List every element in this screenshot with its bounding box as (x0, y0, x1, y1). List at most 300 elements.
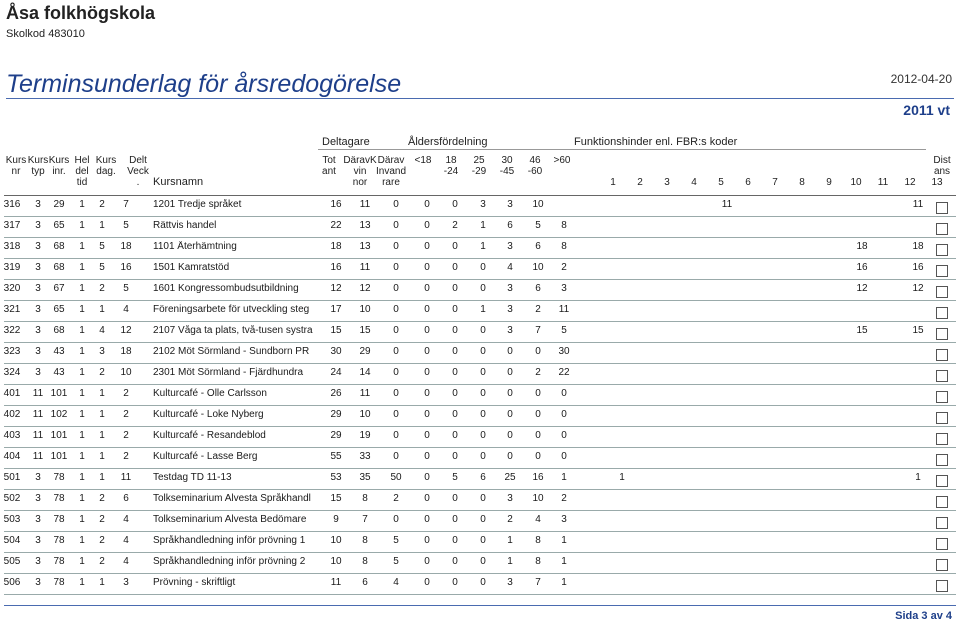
cell-a1: 0 (424, 241, 430, 252)
cell-a6: 0 (561, 451, 567, 462)
cell-kv: 29 (359, 346, 371, 357)
table-row (4, 343, 956, 364)
cell-typ: 11 (32, 430, 44, 441)
cell-veck: 2 (123, 451, 129, 462)
cell-inv: 4 (393, 577, 399, 588)
cell-a6: 8 (561, 241, 567, 252)
table-row (4, 574, 956, 595)
col-daravinv (374, 155, 408, 188)
cell-dag: 1 (99, 472, 105, 483)
cell-inv: 0 (393, 514, 399, 525)
cell-kv: 11 (359, 199, 371, 210)
col-heldel-line: del (75, 166, 89, 177)
cell-kursnamn: Prövning - skriftligt (153, 577, 236, 588)
cell-tot: 29 (330, 409, 342, 420)
cell-a3: 0 (480, 535, 486, 546)
cell-tot: 16 (330, 199, 342, 210)
col-fbr-9: 9 (826, 177, 832, 188)
row-checkbox[interactable] (936, 538, 948, 550)
cell-nr: 503 (3, 514, 21, 525)
cell-nr: 321 (3, 304, 21, 315)
row-checkbox[interactable] (936, 349, 948, 361)
cell-a4: 0 (507, 451, 513, 462)
group-alders-line (406, 149, 570, 150)
col-age-18-24 (440, 155, 462, 177)
cell-a3: 1 (480, 220, 486, 231)
col-fbr-1: 1 (610, 177, 616, 188)
cell-a4: 4 (507, 262, 513, 273)
cell-kv: 8 (362, 493, 368, 504)
col-age-18-24-line: -24 (443, 166, 459, 177)
col-age-25-29 (468, 155, 490, 177)
row-checkbox[interactable] (936, 244, 948, 256)
cell-inv: 0 (393, 409, 399, 420)
cell-dag: 1 (99, 577, 105, 588)
col-daravinv-line: Invand (375, 166, 407, 177)
cell-tot: 22 (330, 220, 342, 231)
cell-a3: 0 (480, 283, 486, 294)
cell-inv: 50 (390, 472, 402, 483)
cell-hel: 1 (79, 451, 85, 462)
cell-veck: 12 (120, 325, 132, 336)
cell-dag: 2 (99, 535, 105, 546)
cell-typ: 3 (35, 493, 41, 504)
row-checkbox[interactable] (936, 496, 948, 508)
cell-a3: 0 (480, 493, 486, 504)
cell-a1: 0 (424, 220, 430, 231)
cell-kursnamn: Kulturcafé - Resandeblod (153, 430, 266, 441)
col-kursnamn: Kursnamn (153, 176, 204, 188)
cell-inv: 0 (393, 304, 399, 315)
cell-hel: 1 (79, 346, 85, 357)
cell-a3: 0 (480, 514, 486, 525)
col-age-under18 (412, 155, 434, 166)
cell-kursnamn: Kulturcafé - Olle Carlsson (153, 388, 267, 399)
cell-a5: 16 (532, 472, 544, 483)
col-fbr-11: 11 (877, 177, 889, 188)
cell-a2: 0 (452, 514, 458, 525)
col-age-18-24-line: 18 (445, 155, 457, 166)
group-deltagare-line (318, 149, 406, 150)
cell-kv: 13 (359, 241, 371, 252)
cell-a6: 1 (561, 472, 567, 483)
cell-a6: 3 (561, 283, 567, 294)
cell-a4: 3 (507, 241, 513, 252)
cell-a5: 2 (535, 367, 541, 378)
school-name: Åsa folkhögskola (6, 3, 156, 23)
cell-dag: 3 (99, 346, 105, 357)
cell-a3: 0 (480, 451, 486, 462)
cell-a5: 6 (535, 283, 541, 294)
cell-f13: 12 (856, 283, 868, 294)
table-row (4, 280, 956, 301)
cell-typ: 3 (35, 577, 41, 588)
row-checkbox[interactable] (936, 370, 948, 382)
cell-a5: 4 (535, 514, 541, 525)
cell-kv: 15 (359, 325, 371, 336)
cell-typ: 3 (35, 220, 41, 231)
cell-a2: 5 (452, 472, 458, 483)
table-row (4, 301, 956, 322)
cell-dag: 2 (99, 556, 105, 567)
cell-a1: 0 (424, 409, 430, 420)
cell-a4: 2 (507, 514, 513, 525)
cell-dist: 18 (912, 241, 924, 252)
cell-a1: 0 (424, 283, 430, 294)
cell-a1: 0 (424, 577, 430, 588)
row-checkbox[interactable] (936, 475, 948, 487)
col-fbr-3: 3 (664, 177, 670, 188)
col-age-46-60-line: 46 (529, 155, 541, 166)
cell-tot: 9 (333, 514, 339, 525)
cell-typ: 3 (35, 199, 41, 210)
cell-a2: 0 (452, 262, 458, 273)
cell-a4: 3 (507, 199, 513, 210)
cell-a5: 10 (532, 493, 544, 504)
cell-typ: 3 (35, 283, 41, 294)
cell-inv: 0 (393, 262, 399, 273)
cell-veck: 2 (123, 430, 129, 441)
cell-inr: 65 (53, 304, 65, 315)
table-row (4, 427, 956, 448)
cell-inr: 101 (50, 451, 68, 462)
table-row (4, 322, 956, 343)
cell-typ: 3 (35, 325, 41, 336)
cell-a4: 3 (507, 304, 513, 315)
row-checkbox[interactable] (936, 307, 948, 319)
row-checkbox[interactable] (936, 454, 948, 466)
cell-veck: 11 (120, 472, 132, 483)
cell-nr: 404 (3, 451, 21, 462)
cell-typ: 3 (35, 346, 41, 357)
row-checkbox[interactable] (936, 391, 948, 403)
cell-dag: 5 (99, 241, 105, 252)
cell-a4: 3 (507, 577, 513, 588)
cell-a1: 0 (424, 493, 430, 504)
col-totant (317, 155, 341, 177)
cell-a6: 1 (561, 556, 567, 567)
cell-nr: 316 (3, 199, 21, 210)
row-checkbox[interactable] (936, 559, 948, 571)
cell-typ: 3 (35, 367, 41, 378)
cell-a3: 0 (480, 430, 486, 441)
col-age-46-60 (524, 155, 546, 177)
cell-a2: 0 (452, 199, 458, 210)
col-veck-line: . (136, 177, 140, 188)
cell-dag: 2 (99, 367, 105, 378)
col-heldel-line: Hel (74, 155, 90, 166)
cell-a4: 25 (504, 472, 516, 483)
cell-a3: 0 (480, 346, 486, 357)
cell-hel: 1 (79, 325, 85, 336)
cell-inr: 29 (53, 199, 65, 210)
cell-kursnamn: Föreningsarbete för utveckling steg (153, 304, 310, 315)
cell-dag: 1 (99, 451, 105, 462)
cell-hel: 1 (79, 241, 85, 252)
row-checkbox[interactable] (936, 286, 948, 298)
table-row (4, 469, 956, 490)
cell-a4: 3 (507, 283, 513, 294)
cell-kv: 14 (359, 367, 371, 378)
cell-inr: 67 (53, 283, 65, 294)
col-distans (930, 155, 954, 177)
cell-a3: 0 (480, 409, 486, 420)
cell-f13: 16 (856, 262, 868, 273)
table-row (4, 259, 956, 280)
cell-nr: 501 (3, 472, 21, 483)
cell-kursnamn: Tolkseminarium Alvesta Bedömare (153, 514, 307, 525)
footer-divider (4, 605, 956, 606)
cell-veck: 18 (120, 241, 132, 252)
cell-a5: 0 (535, 409, 541, 420)
col-daravinv-line: rare (382, 177, 400, 188)
cell-inr: 78 (53, 556, 65, 567)
col-kurstyp-line: Kurs (27, 155, 49, 166)
cell-inr: 68 (53, 262, 65, 273)
cell-a3: 0 (480, 325, 486, 336)
col-kursinr (47, 155, 71, 177)
cell-inv: 5 (393, 556, 399, 567)
cell-tot: 26 (330, 388, 342, 399)
cell-kursnamn: Språkhandledning inför prövning 1 (153, 535, 306, 546)
table-row (4, 238, 956, 259)
table-row (4, 532, 956, 553)
cell-kv: 8 (362, 556, 368, 567)
cell-veck: 4 (123, 535, 129, 546)
col-daravinv-line: Därav (377, 155, 405, 166)
cell-a3: 3 (480, 199, 486, 210)
cell-dag: 1 (99, 409, 105, 420)
cell-veck: 4 (123, 514, 129, 525)
row-checkbox[interactable] (936, 223, 948, 235)
cell-a1: 0 (424, 430, 430, 441)
cell-a2: 0 (452, 556, 458, 567)
cell-nr: 402 (3, 409, 21, 420)
col-kursnr-line: Kurs (5, 155, 27, 166)
cell-typ: 3 (35, 472, 41, 483)
cell-veck: 4 (123, 304, 129, 315)
cell-a6: 2 (561, 262, 567, 273)
row-checkbox[interactable] (936, 517, 948, 529)
cell-f12: 11 (721, 199, 733, 210)
col-totant-line: Tot (322, 155, 336, 166)
cell-a6: 1 (561, 535, 567, 546)
cell-veck: 10 (120, 367, 132, 378)
cell-nr: 403 (3, 430, 21, 441)
col-heldel (72, 155, 92, 188)
cell-kv: 10 (359, 409, 371, 420)
cell-a4: 1 (507, 535, 513, 546)
cell-veck: 2 (123, 388, 129, 399)
col-fbr-10: 10 (850, 177, 862, 188)
cell-a5: 0 (535, 388, 541, 399)
row-checkbox[interactable] (936, 328, 948, 340)
cell-inv: 0 (393, 220, 399, 231)
table-row (4, 511, 956, 532)
table-row (4, 406, 956, 427)
cell-tot: 10 (330, 535, 342, 546)
cell-typ: 3 (35, 241, 41, 252)
cell-kv: 13 (359, 220, 371, 231)
col-kursdag-line: dag. (96, 166, 116, 177)
cell-kv: 11 (359, 262, 371, 273)
row-checkbox[interactable] (936, 580, 948, 592)
cell-a3: 1 (480, 241, 486, 252)
cell-a2: 0 (452, 367, 458, 378)
col-kursdag (94, 155, 118, 177)
cell-a6: 2 (561, 493, 567, 504)
cell-hel: 1 (79, 535, 85, 546)
cell-veck: 5 (123, 283, 129, 294)
cell-a3: 0 (480, 577, 486, 588)
cell-kv: 12 (359, 283, 371, 294)
cell-hel: 1 (79, 493, 85, 504)
col-totant-line: ant (322, 166, 336, 177)
cell-a2: 0 (452, 409, 458, 420)
col-daravkvin-line: DäravK (343, 155, 377, 166)
col-age-25-29-line: 25 (473, 155, 485, 166)
cell-a4: 0 (507, 388, 513, 399)
table-row (4, 553, 956, 574)
cell-a5: 0 (535, 430, 541, 441)
cell-a1: 0 (424, 304, 430, 315)
cell-a5: 8 (535, 556, 541, 567)
row-checkbox[interactable] (936, 412, 948, 424)
cell-kursnamn: Tolkseminarium Alvesta Språkhandl (153, 493, 311, 504)
table-row (4, 448, 956, 469)
cell-veck: 7 (123, 199, 129, 210)
cell-a5: 0 (535, 346, 541, 357)
cell-dag: 2 (99, 514, 105, 525)
cell-dag: 1 (99, 430, 105, 441)
cell-hel: 1 (79, 577, 85, 588)
cell-inr: 101 (50, 430, 68, 441)
cell-inr: 101 (50, 388, 68, 399)
col-kursnr (4, 155, 28, 177)
cell-dist: 16 (912, 262, 924, 273)
cell-kursnamn: 2102 Möt Sörmland - Sundborn PR (153, 346, 310, 357)
cell-a6: 0 (561, 388, 567, 399)
cell-nr: 324 (3, 367, 21, 378)
cell-inv: 0 (393, 199, 399, 210)
cell-a3: 0 (480, 262, 486, 273)
col-fbr-8: 8 (799, 177, 805, 188)
table-row (4, 385, 956, 406)
cell-a1: 0 (424, 199, 430, 210)
title-divider (6, 98, 954, 99)
col-daravkvin-line: vin (353, 166, 367, 177)
cell-a1: 0 (424, 346, 430, 357)
table-row (4, 196, 956, 217)
school-code: Skolkod 483010 (6, 28, 85, 40)
table-row (4, 490, 956, 511)
cell-inr: 68 (53, 241, 65, 252)
report-date: 2012-04-20 (890, 72, 952, 86)
cell-a6: 0 (561, 409, 567, 420)
cell-a5: 8 (535, 535, 541, 546)
cell-a1: 0 (424, 514, 430, 525)
col-age-30-45-line: 30 (501, 155, 513, 166)
cell-dag: 2 (99, 283, 105, 294)
cell-a3: 0 (480, 388, 486, 399)
cell-nr: 317 (3, 220, 21, 231)
cell-hel: 1 (79, 262, 85, 273)
cell-a2: 0 (452, 430, 458, 441)
cell-tot: 17 (330, 304, 342, 315)
cell-kursnamn: 1201 Tredje språket (153, 199, 242, 210)
cell-a2: 0 (452, 577, 458, 588)
cell-kv: 33 (359, 451, 371, 462)
cell-kursnamn: 2107 Våga ta plats, två-tusen systra (153, 325, 313, 336)
row-checkbox[interactable] (936, 433, 948, 445)
cell-typ: 3 (35, 514, 41, 525)
cell-a1: 0 (424, 262, 430, 273)
cell-a1: 0 (424, 556, 430, 567)
cell-tot: 18 (330, 241, 342, 252)
cell-a2: 0 (452, 325, 458, 336)
cell-kursnamn: 1501 Kamratstöd (153, 262, 230, 273)
cell-f1: 1 (619, 472, 625, 483)
cell-veck: 16 (120, 262, 132, 273)
cell-a5: 2 (535, 304, 541, 315)
cell-hel: 1 (79, 220, 85, 231)
cell-a5: 7 (535, 325, 541, 336)
cell-typ: 11 (32, 409, 44, 420)
cell-tot: 30 (330, 346, 342, 357)
cell-typ: 3 (35, 262, 41, 273)
cell-a2: 0 (452, 304, 458, 315)
cell-veck: 18 (120, 346, 132, 357)
cell-dist: 1 (915, 472, 921, 483)
cell-kv: 11 (359, 388, 371, 399)
col-age-30-45-line: -45 (499, 166, 515, 177)
cell-hel: 1 (79, 472, 85, 483)
cell-inv: 0 (393, 283, 399, 294)
cell-a6: 3 (561, 514, 567, 525)
cell-tot: 10 (330, 556, 342, 567)
cell-inr: 43 (53, 346, 65, 357)
row-checkbox[interactable] (936, 265, 948, 277)
term-label: 2011 vt (903, 102, 950, 118)
cell-inv: 0 (393, 346, 399, 357)
cell-a3: 6 (480, 472, 486, 483)
cell-nr: 318 (3, 241, 21, 252)
cell-a1: 0 (424, 388, 430, 399)
col-age-over60 (551, 155, 573, 166)
cell-tot: 15 (330, 325, 342, 336)
cell-kursnamn: Rättvis handel (153, 220, 217, 231)
cell-typ: 11 (32, 388, 44, 399)
cell-veck: 5 (123, 220, 129, 231)
cell-a6: 8 (561, 220, 567, 231)
cell-a5: 5 (535, 220, 541, 231)
group-funktion: Funktionshinder enl. FBR:s koder (574, 136, 738, 148)
cell-nr: 322 (3, 325, 21, 336)
cell-inv: 0 (393, 325, 399, 336)
row-checkbox[interactable] (936, 202, 948, 214)
cell-kursnamn: Kulturcafé - Loke Nyberg (153, 409, 264, 420)
cell-a4: 0 (507, 367, 513, 378)
cell-kursnamn: Testdag TD 11-13 (153, 472, 232, 483)
cell-nr: 401 (3, 388, 21, 399)
cell-inv: 0 (393, 367, 399, 378)
cell-kv: 19 (359, 430, 371, 441)
cell-tot: 55 (330, 451, 342, 462)
cell-hel: 1 (79, 199, 85, 210)
cell-typ: 11 (32, 451, 44, 462)
cell-a5: 10 (532, 262, 544, 273)
cell-a2: 0 (452, 346, 458, 357)
